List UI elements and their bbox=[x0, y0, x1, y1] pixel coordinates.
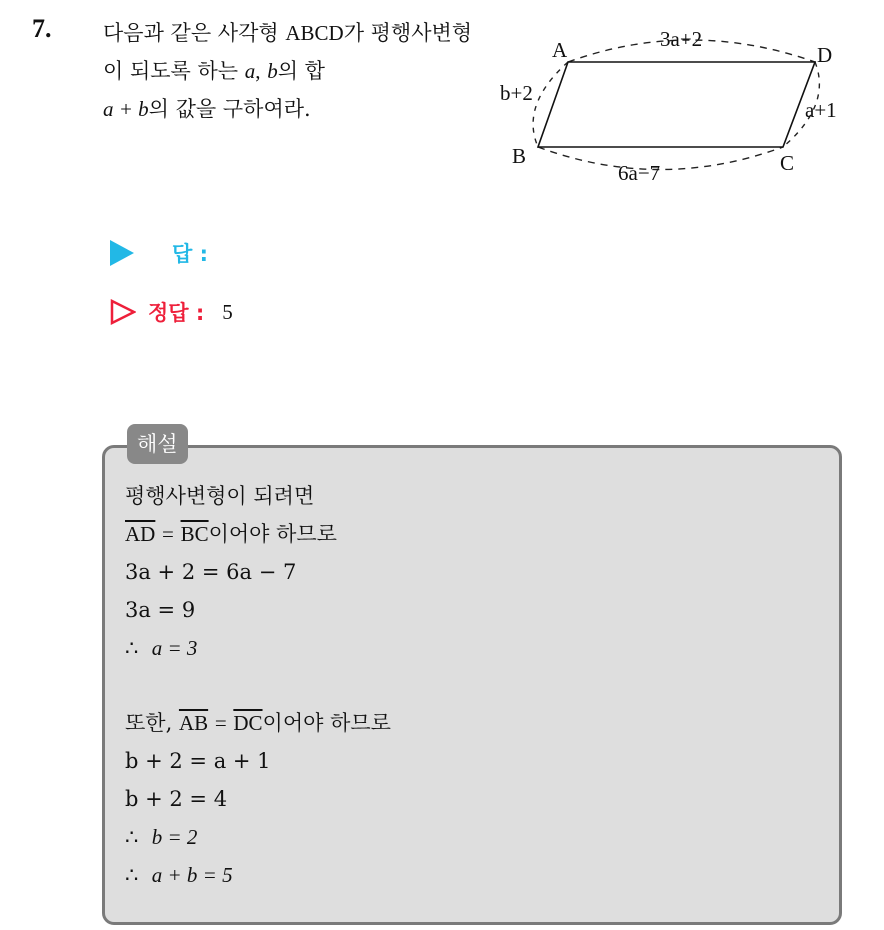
dashed-arc-bottom bbox=[538, 147, 783, 170]
correct-answer-label: 정답 : bbox=[148, 301, 205, 325]
question-var-b: b bbox=[267, 59, 278, 83]
answer-label: 답 : bbox=[172, 242, 208, 266]
therefore-symbol: ∴ bbox=[125, 825, 139, 849]
explanation-line-3: 3a + 2 = 6a − 7 bbox=[125, 560, 297, 584]
question-text-part4: 의 값을 구하여라. bbox=[148, 97, 311, 121]
explanation-line-6 bbox=[125, 704, 391, 742]
segment-dc: $\overline{DC}$ bbox=[233, 711, 263, 735]
explanation-line-4: 3a = 9 bbox=[125, 598, 196, 622]
parallelogram-figure bbox=[490, 20, 860, 190]
question-var-a: a bbox=[244, 59, 256, 83]
question-text bbox=[103, 14, 483, 128]
question-number: 7. bbox=[32, 14, 52, 43]
correct-answer-value: 5 bbox=[222, 299, 233, 324]
vertex-label-c: C bbox=[780, 151, 795, 175]
vertex-label-a: A bbox=[552, 38, 568, 62]
explanation-line-2-tail: 이어야 하므로 bbox=[208, 522, 337, 546]
explanation-line-9-expr: b = 2 bbox=[151, 825, 198, 849]
top-side-label: 3a+2 bbox=[660, 27, 703, 51]
explanation-line-5 bbox=[125, 629, 391, 667]
question-text-part3: 의 합 bbox=[277, 59, 325, 83]
bottom-side-label: 6a−7 bbox=[618, 161, 661, 185]
explanation-spacer bbox=[125, 667, 391, 704]
explanation-line-8: b + 2 = 4 bbox=[125, 787, 228, 811]
explanation-line-2 bbox=[125, 515, 391, 553]
vertex-label-b: B bbox=[512, 144, 527, 168]
equals-sign: = bbox=[162, 522, 174, 546]
explanation-line-9 bbox=[125, 818, 391, 856]
question-text-part2: 가 평행사변형이 되도록 하는 bbox=[103, 21, 473, 83]
equals-sign: = bbox=[214, 711, 227, 735]
explanation-line-6-head: 또한, bbox=[125, 711, 173, 735]
question-shape-name: ABCD bbox=[285, 21, 344, 45]
play-outline-icon bbox=[110, 299, 136, 325]
parallelogram-shape bbox=[538, 62, 815, 147]
right-side-label: a+1 bbox=[805, 98, 837, 122]
vertex-label-d: D bbox=[817, 43, 833, 67]
question-sum-expr: a + b bbox=[103, 97, 149, 121]
explanation-line-7: b + 2 = a + 1 bbox=[125, 749, 271, 773]
question-comma: , bbox=[255, 59, 261, 83]
explanation-line-10-expr: a + b = 5 bbox=[151, 863, 233, 887]
therefore-symbol: ∴ bbox=[125, 863, 139, 887]
left-side-label: b+2 bbox=[500, 81, 533, 105]
explanation-line-1: 평행사변형이 되려면 bbox=[125, 484, 315, 508]
question-text-part1: 다음과 같은 사각형 bbox=[103, 21, 279, 45]
segment-bc: $\overline{BC}$ bbox=[180, 522, 209, 546]
explanation-line-10 bbox=[125, 856, 391, 894]
therefore-symbol: ∴ bbox=[125, 636, 139, 660]
answer-row bbox=[110, 238, 208, 268]
explanation-tag: 해설 bbox=[127, 424, 188, 464]
explanation-line-6-tail: 이어야 하므로 bbox=[262, 711, 391, 735]
segment-ad: $\overline{AD}$ bbox=[125, 522, 156, 546]
correct-answer-row bbox=[110, 297, 233, 327]
explanation-content bbox=[125, 477, 391, 894]
play-filled-icon bbox=[110, 240, 134, 266]
explanation-line-5-expr: a = 3 bbox=[151, 636, 198, 660]
segment-ab: $\overline{AB}$ bbox=[178, 711, 209, 735]
